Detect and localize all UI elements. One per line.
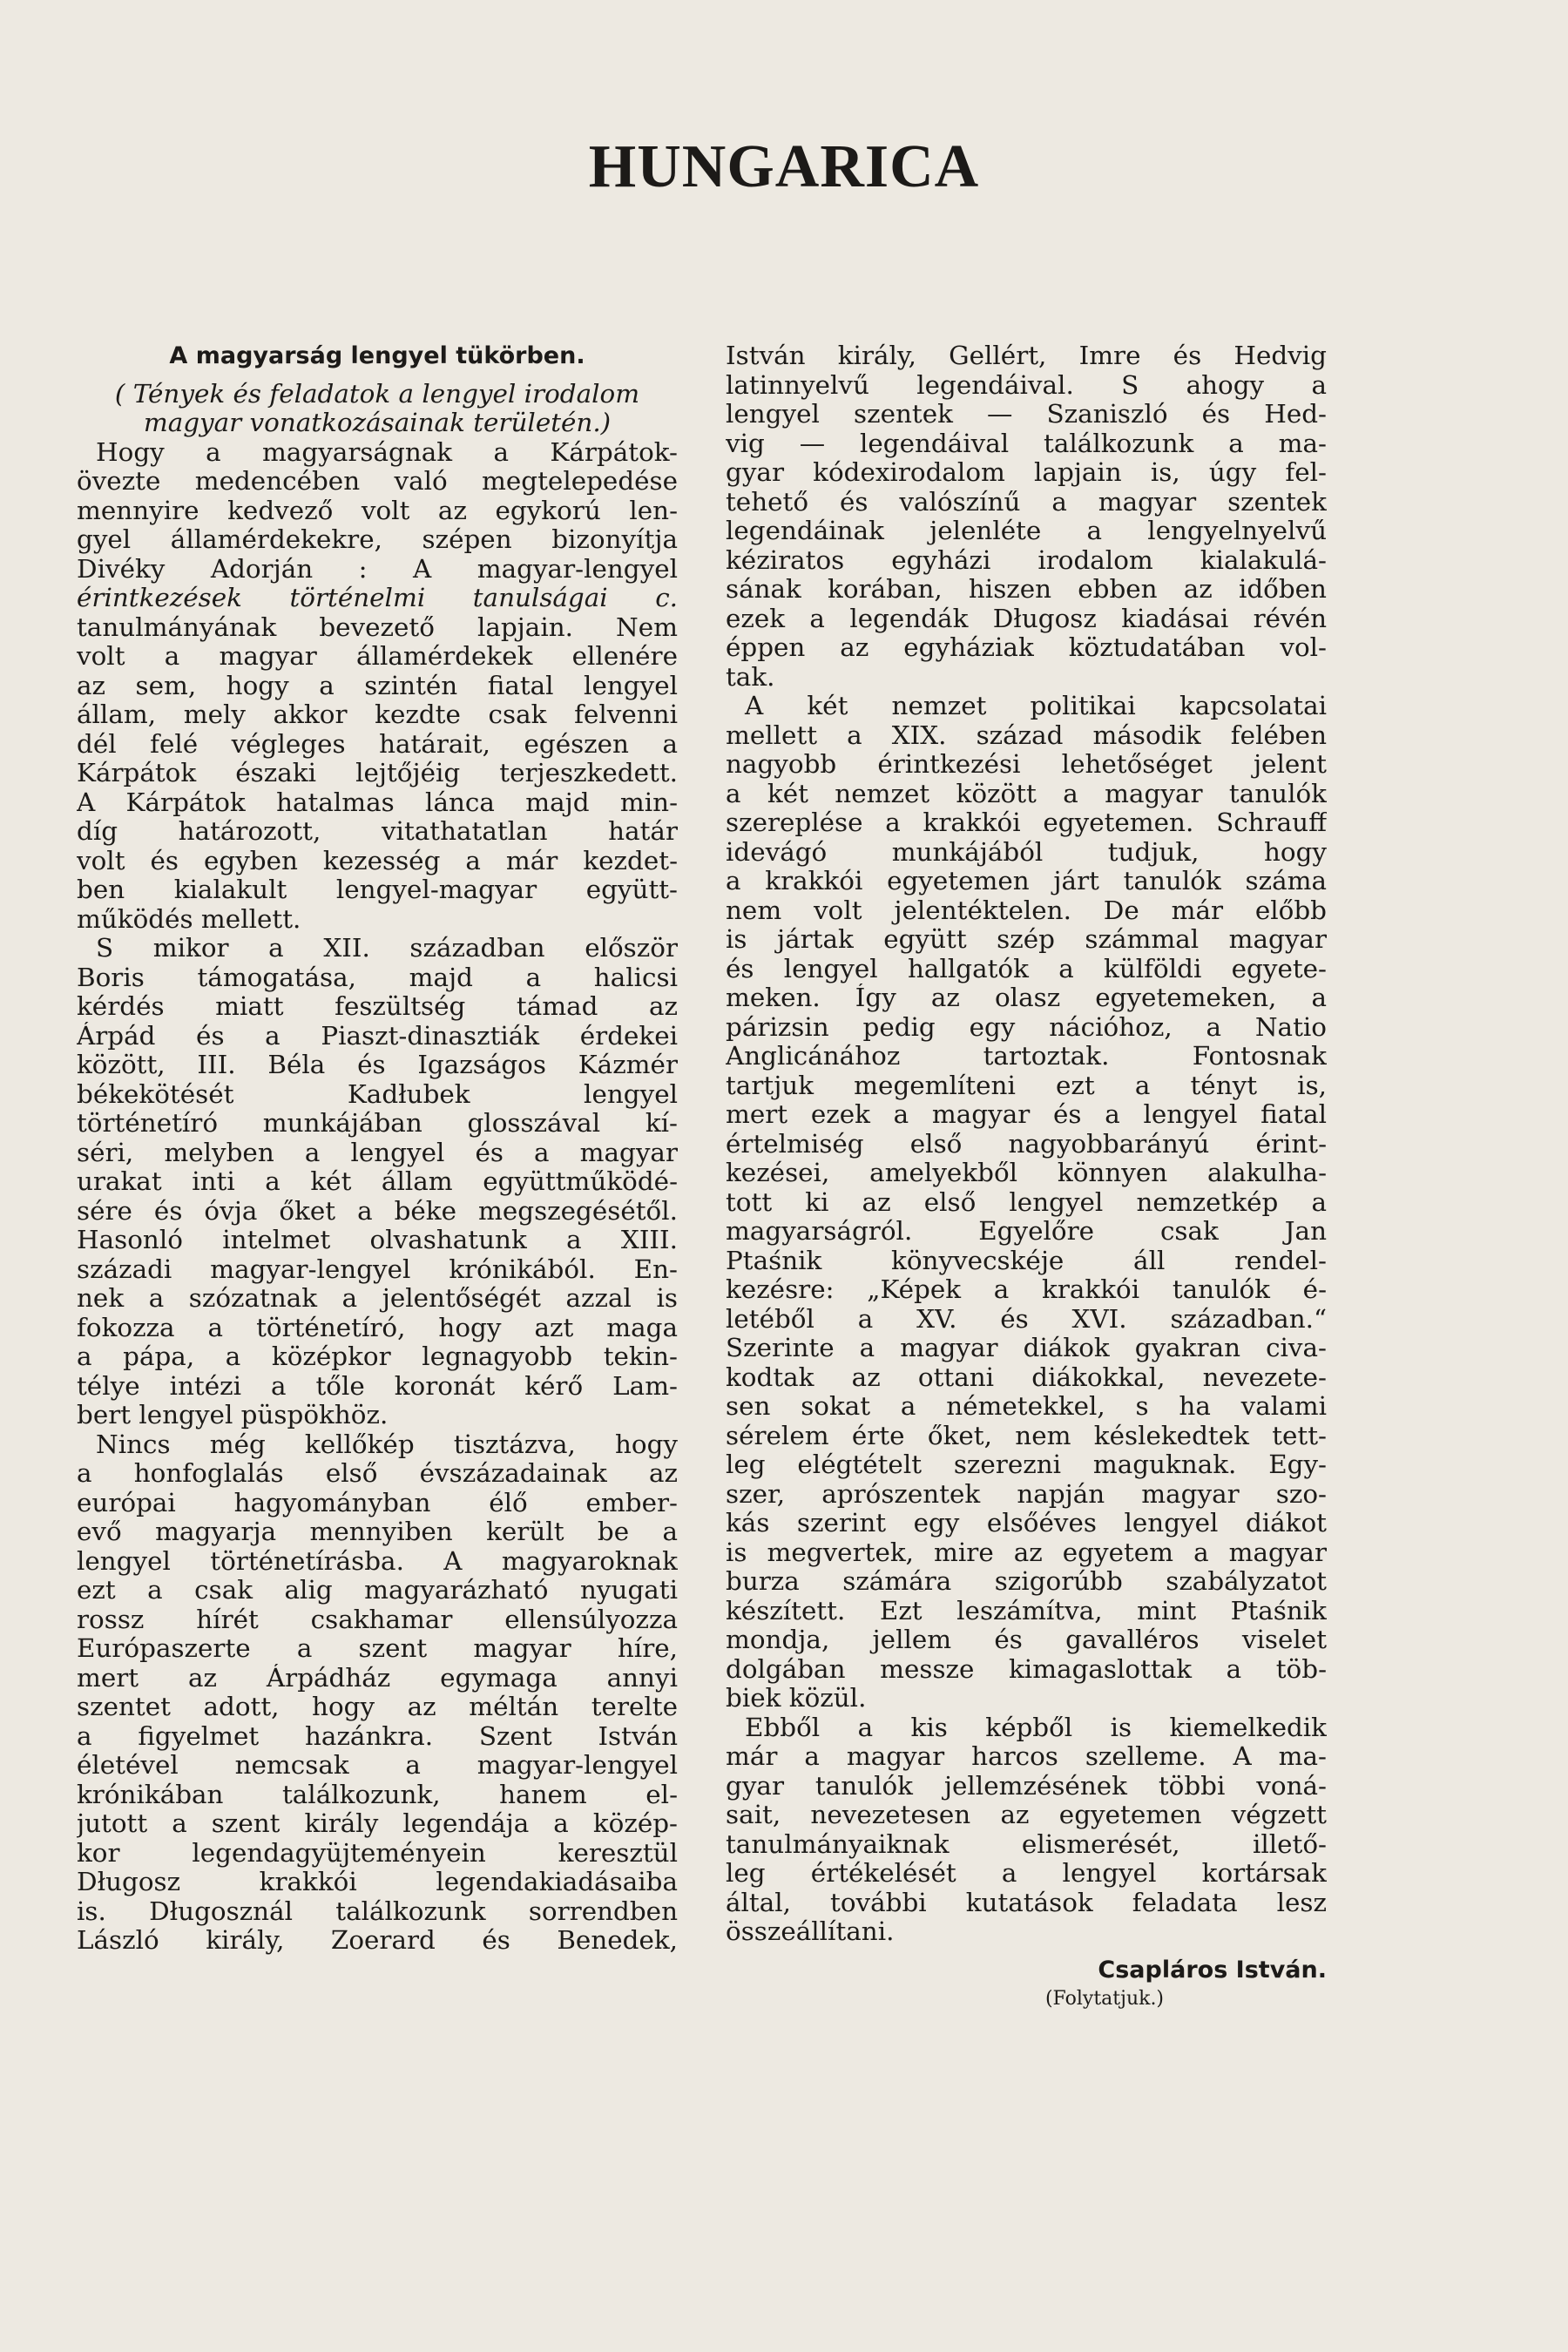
text-line: fokozza a történetíró, hogy azt maga: [77, 1313, 678, 1342]
text-line: burza számára szigorúbb szabályzatot: [726, 1567, 1327, 1596]
author-signature: Csapláros István.: [1098, 1956, 1327, 1984]
text-line: működés mellett.: [77, 904, 301, 934]
text-line: idevágó munkájából tudjuk, hogy: [726, 837, 1327, 867]
text-line: is. Długosznál találkozunk sorrendben: [77, 1896, 678, 1926]
text-line: Divéky Adorján : A magyar-lengyel: [77, 554, 678, 584]
text-line: gyar kódexirodalom lapjain is, úgy fel-: [726, 458, 1327, 487]
text-line: Kárpátok északi lejtőjéig terjeszkedett.: [77, 759, 678, 787]
text-line: télye intézi a tőle koronát kérő Lam-: [77, 1371, 678, 1401]
right-column: [726, 341, 1327, 2014]
text-line: leg elégtételt szerezni maguknak. Egy-: [726, 1450, 1327, 1479]
text-line: és lengyel hallgatók a külföldi egyete-: [726, 954, 1327, 983]
text-line: László király, Zoerard és Benedek,: [77, 1926, 678, 1955]
text-line: volt és egyben kezesség a már kezdet-: [77, 846, 678, 875]
text-line: gyel államérdekekre, szépen bizonyítja: [77, 525, 678, 554]
text-line: által, további kutatások feladata lesz: [726, 1888, 1327, 1917]
text-line: mennyire kedvező volt az egykorú len-: [77, 496, 678, 525]
article-title: A magyarság lengyel tükörben.: [169, 342, 585, 369]
text-line: sérelem érte őket, nem késlekedtek tett-: [726, 1421, 1327, 1450]
text-line: a krakkói egyetemen járt tanulók száma: [726, 867, 1327, 896]
text-line: mert az Árpádház egymaga annyi: [77, 1663, 678, 1693]
left-column-body: [77, 438, 678, 1956]
text-line: kezései, amelyekből könnyen alakulha-: [726, 1159, 1327, 1187]
text-line: történetíró munkájában glosszával kí-: [77, 1109, 678, 1138]
text-line: Hogy a magyarságnak a Kárpátok-: [96, 437, 678, 467]
text-line: a honfoglalás első évszázadainak az: [77, 1459, 678, 1488]
text-line: lengyel történetírásba. A magyaroknak: [77, 1546, 678, 1576]
text-line: dolgában messze kimagaslottak a töb-: [726, 1654, 1327, 1684]
text-line: békekötését Kadłubek lengyel: [77, 1079, 678, 1109]
text-line: Ptaśnik könyvecskéje áll rendel-: [726, 1246, 1327, 1275]
text-line: ezek a legendák Długosz kiadásai révén: [726, 604, 1327, 633]
text-line: biek közül.: [726, 1684, 867, 1713]
text-line: mert ezek a magyar és a lengyel fiatal: [726, 1100, 1327, 1129]
text-line: latinnyelvű legendáival. S ahogy a: [726, 370, 1327, 400]
text-line: értelmiség első nagyobbarányú érint-: [726, 1129, 1327, 1159]
text-line: párizsin pedig egy nációhoz, a Natio: [726, 1012, 1327, 1042]
text-line: A két nemzet politikai kapcsolatai: [745, 692, 1327, 720]
text-line: kodtak az ottani diákokkal, nevezete-: [726, 1362, 1327, 1392]
text-line: jutott a szent király legendája a közép-: [77, 1809, 678, 1838]
text-line: a két nemzet között a magyar tanulók: [726, 779, 1327, 808]
text-line: a figyelmet hazánkra. Szent István: [77, 1721, 678, 1751]
text-line: A Kárpátok hatalmas lánca majd min-: [77, 787, 678, 817]
text-line: is megvertek, mire az egyetem a magyar: [726, 1538, 1327, 1567]
text-line: szentet adott, hogy az méltán terelte: [77, 1693, 678, 1721]
continued-note: (Folytatjuk.): [1044, 1988, 1165, 2010]
text-line: sait, nevezetesen az egyetemen végzett: [726, 1801, 1327, 1829]
text-line: sére és óvja őket a béke megszegésétől.: [77, 1196, 678, 1226]
text-line: evő magyarja mennyiben került be a: [77, 1517, 678, 1546]
text-line: érintkezések történelmi tanulságai c.: [77, 584, 678, 612]
text-line: séri, melyben a lengyel és a magyar: [77, 1138, 678, 1167]
text-line: összeállítani.: [726, 1917, 895, 1946]
text-line: volt a magyar államérdekek ellenére: [77, 642, 678, 671]
right-column-body: [726, 341, 1327, 1947]
text-line: életével nemcsak a magyar-lengyel: [77, 1751, 678, 1780]
text-line: európai hagyományban élő ember-: [77, 1488, 678, 1517]
text-line: S mikor a XII. században először: [96, 934, 678, 963]
text-line: kérdés miatt feszültség támad az: [77, 992, 678, 1021]
text-line: tanulmányának bevezető lapjain. Nem: [77, 612, 678, 642]
page-header: HUNGARICA: [588, 133, 980, 200]
text-line: kás szerint egy elsőéves lengyel diákot: [726, 1509, 1327, 1538]
article-subtitle: magyar vonatkozásainak területén.): [143, 409, 612, 437]
text-line: mellett a XIX. század második felében: [726, 720, 1327, 750]
text-line: meken. Így az olasz egyetemeken, a: [726, 983, 1327, 1012]
text-line: magyarságról. Egyelőre csak Jan: [726, 1217, 1327, 1246]
text-line: századi magyar-lengyel krónikából. En-: [77, 1254, 678, 1284]
text-line: bert lengyel püspökhöz.: [77, 1401, 389, 1429]
text-line: Ebből a kis képből is kiemelkedik: [745, 1713, 1327, 1742]
left-column: [77, 341, 678, 1956]
text-line: kezésre: „Képek a krakkói tanulók é-: [726, 1275, 1327, 1304]
text-line: ezt a csak alig magyarázható nyugati: [77, 1576, 678, 1605]
text-line: kéziratos egyházi irodalom kialakulá-: [726, 545, 1327, 575]
text-line: sának korában, hiszen ebben az időben: [726, 575, 1327, 604]
text-line: urakat inti a két állam együttműködé-: [77, 1167, 678, 1196]
text-line: leg értékelését a lengyel kortársak: [726, 1859, 1327, 1888]
text-line: között, III. Béla és Igazságos Kázmér: [77, 1051, 678, 1079]
text-line: lengyel szentek — Szaniszló és Hed-: [726, 400, 1327, 429]
text-line: vig — legendáival találkozunk a ma-: [726, 429, 1327, 458]
text-line: övezte medencében való megtelepedése: [77, 467, 678, 496]
text-line: díg határozott, vitathatatlan határ: [77, 817, 678, 846]
text-line: Európaszerte a szent magyar híre,: [77, 1634, 678, 1663]
text-line: az sem, hogy a szintén fiatal lengyel: [77, 671, 678, 700]
text-line: ben kialakult lengyel-magyar együtt-: [77, 875, 678, 904]
text-line: nagyobb érintkezési lehetőséget jelent: [726, 750, 1327, 779]
text-line: szer, aprószentek napján magyar szo-: [726, 1479, 1327, 1509]
text-line: Hasonló intelmet olvashatunk a XIII.: [77, 1226, 678, 1254]
text-line: állam, mely akkor kezdte csak felvenni: [77, 700, 678, 729]
text-line: készített. Ezt leszámítva, mint Ptaśnik: [726, 1596, 1327, 1625]
text-line: tott ki az első lengyel nemzetkép a: [726, 1187, 1327, 1217]
text-line: István király, Gellért, Imre és Hedvig: [726, 341, 1327, 370]
text-line: éppen az egyháziak köztudatában vol-: [726, 633, 1327, 662]
text-line: sen sokat a németekkel, s ha valami: [726, 1392, 1327, 1421]
text-line: Anglicánához tartoztak. Fontosnak: [726, 1042, 1327, 1071]
text-line: legendáinak jelenléte a lengyelnyelvű: [726, 517, 1327, 545]
text-line: nek a szózatnak a jelentőségét azzal is: [77, 1284, 678, 1313]
text-line: tartjuk megemlíteni ezt a tényt is,: [726, 1071, 1327, 1100]
text-line: krónikában találkozunk, hanem el-: [77, 1780, 678, 1809]
text-line: rossz hírét csakhamar ellensúlyozza: [77, 1605, 678, 1634]
text-line: gyar tanulók jellemzésének többi voná-: [726, 1771, 1327, 1801]
text-line: Árpád és a Piaszt-dinasztiák érdekei: [77, 1021, 678, 1051]
text-line: nem volt jelentéktelen. De már előbb: [726, 896, 1327, 925]
text-line: Boris támogatása, majd a halicsi: [77, 963, 678, 992]
text-line: tehető és valószínű a magyar szentek: [726, 487, 1327, 517]
text-line: is jártak együtt szép számmal magyar: [726, 925, 1327, 954]
text-line: mondja, jellem és gavalléros viselet: [726, 1625, 1327, 1654]
text-line: tak.: [726, 662, 775, 692]
text-line: a pápa, a középkor legnagyobb tekin-: [77, 1342, 678, 1371]
text-line: letéből a XV. és XVI. században.“: [726, 1304, 1327, 1334]
text-line: szereplése a krakkói egyetemen. Schrauff: [726, 808, 1327, 837]
text-line: dél felé végleges határait, egészen a: [77, 729, 678, 759]
text-line: Szerinte a magyar diákok gyakran civa-: [726, 1334, 1327, 1362]
text-line: már a magyar harcos szelleme. A ma-: [726, 1742, 1327, 1771]
text-line: Nincs még kellőkép tisztázva, hogy: [96, 1429, 678, 1459]
text-line: kor legendagyüjteményein keresztül: [77, 1838, 678, 1868]
text-line: Długosz krakkói legendakiadásaiba: [77, 1868, 678, 1896]
text-line: tanulmányaiknak elismerését, illető-: [726, 1829, 1327, 1859]
article-subtitle: ( Tények és feladatok a lengyel irodalom: [114, 379, 640, 409]
